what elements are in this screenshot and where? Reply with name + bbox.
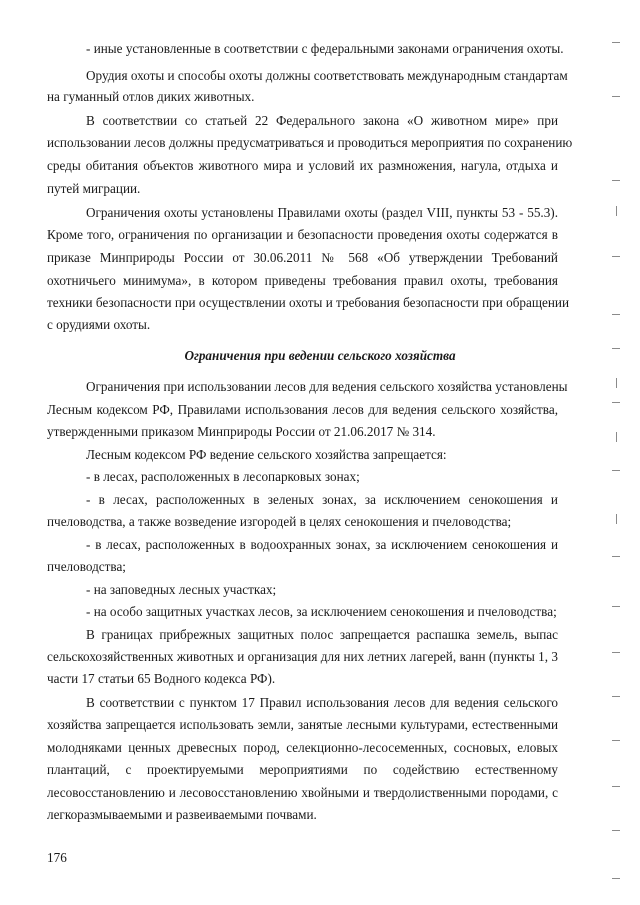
scan-edge-mark xyxy=(612,606,620,607)
text-line: плантаций, с проектируемыми мероприятиями по содействию естественному xyxy=(47,762,558,777)
list-item: - в лесах, расположенных в водоохранных зонах, за исключением сенокошения и xyxy=(86,537,558,552)
text-line: В соответствии с пунктом 17 Правил использования лесов для ведения сельского xyxy=(86,695,558,710)
scan-edge-mark xyxy=(612,348,620,349)
scan-edge-mark xyxy=(616,432,617,442)
list-item: - в лесах, расположенных в зеленых зонах, за исключением сенокошения и xyxy=(86,492,558,507)
text-line: путей миграции. xyxy=(47,181,141,196)
scan-edge-mark xyxy=(612,740,620,741)
scan-edge-mark xyxy=(612,256,620,257)
scan-edge-mark xyxy=(612,96,620,97)
page-number: 176 xyxy=(47,850,67,865)
text-line: В соответствии со статьей 22 Федерального закона «О животном мире» при xyxy=(86,113,558,128)
text-line: охотничьего минимума», в котором приведены требования правил охоты, требования xyxy=(47,273,558,288)
scan-edge-mark xyxy=(616,514,617,524)
text-line: использовании лесов должны предусматриваться и проводиться мероприятия по сохранению xyxy=(47,135,573,150)
scan-edge-mark xyxy=(612,786,620,787)
text-line: Лесным кодексом РФ ведение сельского хозяйства запрещается: xyxy=(86,447,447,462)
text-line: Орудия охоты и способы охоты должны соответствовать международным стандартам xyxy=(86,68,568,83)
scan-edge-mark xyxy=(612,878,620,879)
section-heading: Ограничения при ведении сельского хозяйства xyxy=(184,348,456,363)
text-line: Кроме того, ограничения по организации и безопасности проведения охоты содержатся в xyxy=(47,227,558,242)
text-line: утвержденными приказом Минприроды России от 21.06.2017 № 314. xyxy=(47,424,436,439)
text-line: сельскохозяйственных животных и организация для них летних лагерей, ванн (пункты 1, 3 xyxy=(47,649,558,664)
text-line: В границах прибрежных защитных полос запрещается распашка земель, выпас xyxy=(86,627,558,642)
list-item: - на заповедных лесных участках; xyxy=(86,582,277,597)
scan-edge-mark xyxy=(612,42,620,43)
text-line: среды обитания объектов животного мира и условий их размножения, нагула, отдыха и xyxy=(47,158,558,173)
scan-edge-mark xyxy=(612,696,620,697)
text-line: техники безопасности при осуществлении охоты и требования безопасности при обращении xyxy=(47,295,570,310)
list-item: - на особо защитных участках лесов, за исключением сенокошения и пчеловодства; xyxy=(86,604,557,619)
text-line: приказе Минприроды России от 30.06.2011 № 568 «Об утверждении Требований xyxy=(47,250,558,265)
scan-edge-mark xyxy=(612,314,620,315)
text-line: на гуманный отлов диких животных. xyxy=(47,89,255,104)
text-line: с орудиями охоты. xyxy=(47,317,151,332)
text-line: пчеловодства; xyxy=(47,559,126,574)
text-line: молодняками ценных древесных пород, селекционно-лесосеменных, сосновых, еловых xyxy=(47,740,558,755)
text-line: Ограничения при использовании лесов для ведения сельского хозяйства установлены xyxy=(86,379,568,394)
text-line: Ограничения охоты установлены Правилами охоты (раздел VIII, пункты 53 - 55.3). xyxy=(86,205,558,220)
text-line: лесовосстановлению и лесовосстановлению хвойными и твердолиственными породами, с xyxy=(47,785,558,800)
scan-edge-mark xyxy=(616,206,617,216)
scan-edge-mark xyxy=(612,180,620,181)
text-line: хозяйства запрещается использовать земли, занятые лесными культурами, естественными xyxy=(47,717,558,732)
scan-edge-mark xyxy=(612,652,620,653)
list-item: - в лесах, расположенных в лесопарковых зонах; xyxy=(86,469,360,484)
text-line: легкоразмываемыми и развеиваемыми почвами. xyxy=(47,807,317,822)
scan-edge-mark xyxy=(612,556,620,557)
scan-edge-mark xyxy=(612,470,620,471)
scan-edge-mark xyxy=(616,378,617,388)
text-line: - иные установленные в соответствии с федеральными законами ограничения охоты. xyxy=(86,41,564,56)
text-line: Лесным кодексом РФ, Правилами использования лесов для ведения сельского хозяйства, xyxy=(47,402,558,417)
text-line: пчеловодства, а также возведение изгородей в целях сенокошения и пчеловодства; xyxy=(47,514,512,529)
scan-edge-mark xyxy=(612,830,620,831)
text-line: части 17 статьи 65 Водного кодекса РФ). xyxy=(47,671,276,686)
scan-edge-mark xyxy=(612,402,620,403)
